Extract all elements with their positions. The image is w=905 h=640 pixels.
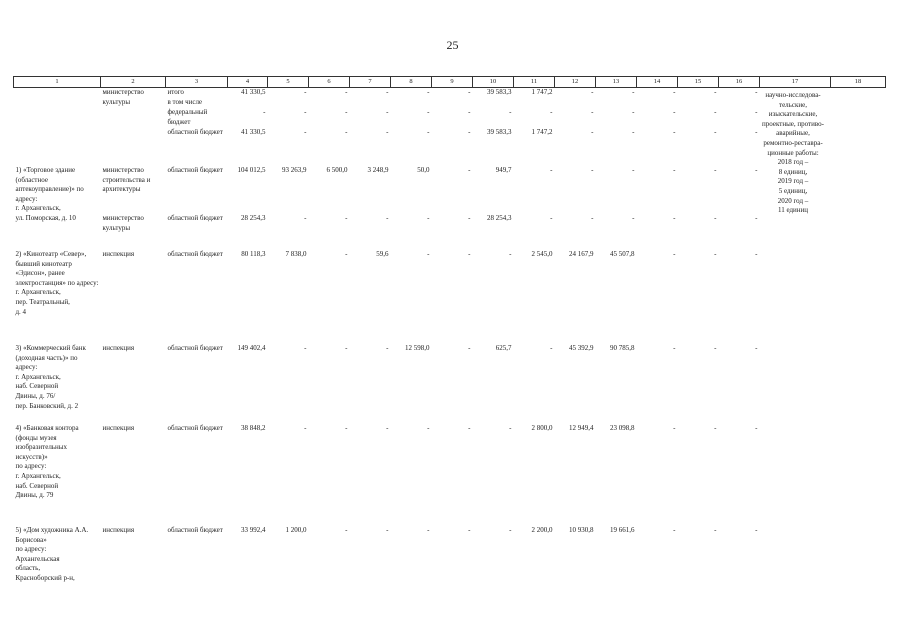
- column-header-3: 3: [166, 77, 228, 88]
- cell-col-4: 149 402,4: [237, 343, 266, 352]
- cell-col-8: -: [427, 213, 430, 222]
- cell-col-9: -: [468, 423, 471, 432]
- cell-col-8: 12 598,0: [405, 343, 430, 352]
- cell-col-11: 2 800,0: [531, 423, 553, 432]
- cell-col-13: 23 098,8: [610, 423, 635, 432]
- cell-col-14: -: [673, 213, 676, 222]
- cell-col-1: 1) «Торговое здание (областное аптекоуправление)» по адресу: г. Архангельск,: [15, 166, 84, 213]
- empty-cell: [831, 424, 886, 526]
- column-header-2: 2: [101, 77, 166, 88]
- empty-cell: [831, 88, 886, 109]
- cell-col-2: инспекция: [102, 423, 135, 432]
- cell-col-15: -: [714, 423, 717, 432]
- cell-col-2: инспекция: [102, 525, 135, 534]
- cell-col-10: 39 583,3: [487, 128, 512, 136]
- cell-col-3: областной бюджет: [167, 423, 223, 432]
- cell-col-8: -: [427, 128, 430, 136]
- cell-col-2: инспекция: [102, 343, 135, 352]
- cell-col-13: -: [632, 88, 635, 96]
- column-header-9: 9: [432, 77, 473, 88]
- cell-col-6: -: [345, 213, 348, 222]
- cell-col-10: -: [509, 423, 512, 432]
- cell-col-2: [101, 108, 166, 128]
- cell-col-7: -: [386, 128, 389, 136]
- cell-col-3: федеральный бюджет: [167, 108, 208, 126]
- cell-col-9: -: [468, 166, 471, 174]
- cell-col-5: -: [304, 423, 307, 432]
- cell-col-15: -: [714, 88, 717, 96]
- cell-col-4: 80 118,3: [241, 249, 266, 258]
- column-header-16: 16: [719, 77, 760, 88]
- cell-col-13: 90 785,8: [610, 343, 635, 352]
- cell-col-7: -: [386, 343, 389, 352]
- cell-col-1: 2) «Кинотеатр «Север», бывший кинотеатр «Эдисон», ранее электростанция» по адресу: г. Архангельск, пер. Театральный, д. 4: [15, 249, 99, 316]
- cell-col-11: 1 747,2: [531, 88, 553, 96]
- cell-col-6: -: [345, 525, 348, 534]
- cell-col-12: 12 949,4: [569, 423, 594, 432]
- cell-col-6: -: [345, 423, 348, 432]
- cell-col-5: 7 838,0: [285, 249, 307, 258]
- cell-col-12: 10 930,8: [569, 525, 594, 534]
- cell-col-2: министерство культуры: [102, 213, 144, 232]
- cell-col-4: 38 848,2: [241, 423, 266, 432]
- column-17-note: научно-исследова-тельские, изыскательские, проектные, противо-аварийные, ремонтно-реставра-ционные работы: 2018 год – 8 единиц, 2019 год – 5 единиц, 2020 год – 11 единиц: [762, 91, 824, 215]
- column-header-11: 11: [514, 77, 555, 88]
- cell-col-14: -: [673, 108, 676, 116]
- cell-col-6: -: [345, 108, 348, 116]
- cell-col-8: -: [427, 525, 430, 534]
- column-header-12: 12: [555, 77, 596, 88]
- cell-col-2: [101, 128, 166, 166]
- page-number: 25: [446, 38, 459, 52]
- cell-col-6: -: [345, 88, 348, 96]
- column-header-1: 1: [14, 77, 101, 88]
- cell-col-10: 28 254,3: [487, 213, 512, 222]
- cell-col-13: -: [632, 213, 635, 222]
- table-row: [14, 128, 886, 166]
- cell-col-12: 24 167,9: [569, 249, 594, 258]
- cell-col-15: -: [714, 108, 717, 116]
- cell-col-16: -: [755, 213, 758, 222]
- cell-col-13: -: [632, 108, 635, 116]
- cell-col-5: -: [304, 343, 307, 352]
- cell-col-15: -: [714, 128, 717, 136]
- cell-col-5: -: [304, 88, 307, 96]
- cell-col-16: -: [755, 525, 758, 534]
- empty-cell: [831, 250, 886, 344]
- cell-col-16: -: [755, 166, 758, 174]
- column-header-15: 15: [678, 77, 719, 88]
- cell-col-8: 50,0: [417, 166, 430, 174]
- table-row: [14, 526, 886, 586]
- cell-col-10: -: [509, 108, 512, 116]
- cell-col-11: -: [550, 213, 553, 222]
- table-row: [14, 214, 886, 250]
- cell-col-10: 625,7: [495, 343, 512, 352]
- cell-col-15: -: [714, 166, 717, 174]
- cell-col-4: 104 012,5: [237, 166, 266, 174]
- cell-col-1: 4) «Банковая контора (фонды музея изобразительных искусств)» по адресу: г. Архангельск, наб. Северной Двины, д. 79: [15, 423, 79, 500]
- cell-col-5: 93 263,9: [282, 166, 307, 174]
- cell-col-8: -: [427, 108, 430, 116]
- cell-col-13: -: [632, 166, 635, 174]
- cell-col-12: -: [591, 128, 594, 136]
- cell-col-4: 33 992,4: [241, 525, 266, 534]
- empty-cell: [760, 424, 831, 526]
- cell-col-5: 1 200,0: [285, 525, 307, 534]
- cell-col-14: -: [673, 423, 676, 432]
- cell-col-15: -: [714, 343, 717, 352]
- cell-col-11: 2 545,0: [531, 249, 553, 258]
- column-header-8: 8: [391, 77, 432, 88]
- cell-col-13: 45 507,8: [610, 249, 635, 258]
- cell-col-9: -: [468, 525, 471, 534]
- cell-col-3: областной бюджет: [167, 166, 223, 174]
- cell-col-16: -: [755, 128, 758, 136]
- cell-col-1: [14, 108, 101, 128]
- cell-col-10: 949,7: [495, 166, 512, 174]
- cell-col-11: 2 200,0: [531, 525, 553, 534]
- cell-col-1: 3) «Коммерческий банк (доходная часть)» по адресу: г. Архангельск, наб. Северной Двины, д. 76/ пер. Банковский, д. 2: [15, 343, 86, 410]
- empty-cell: [760, 344, 831, 424]
- table-row: [14, 108, 886, 128]
- cell-col-7: -: [386, 88, 389, 96]
- cell-col-10: -: [509, 249, 512, 258]
- cell-col-16: -: [755, 108, 758, 116]
- cell-col-8: -: [427, 249, 430, 258]
- table-row: [14, 88, 886, 109]
- cell-col-6: -: [345, 343, 348, 352]
- cell-col-7: -: [386, 213, 389, 222]
- cell-col-3: областной бюджет: [167, 249, 223, 258]
- cell-col-9: -: [468, 249, 471, 258]
- cell-col-6: -: [345, 128, 348, 136]
- cell-col-15: -: [714, 525, 717, 534]
- cell-col-7: 59,6: [376, 249, 389, 258]
- table-row: [14, 344, 886, 424]
- cell-col-10: -: [509, 525, 512, 534]
- cell-col-10: 39 583,3: [487, 88, 512, 96]
- column-header-13: 13: [596, 77, 637, 88]
- cell-col-16: -: [755, 88, 758, 96]
- cell-col-14: -: [673, 166, 676, 174]
- cell-col-9: -: [468, 343, 471, 352]
- cell-col-4: -: [263, 108, 266, 116]
- empty-cell: [760, 214, 831, 250]
- cell-col-3: областной бюджет: [167, 343, 223, 352]
- cell-col-1: ул. Поморская, д. 10: [15, 213, 76, 222]
- empty-cell: [831, 108, 886, 128]
- cell-col-5: -: [304, 213, 307, 222]
- cell-col-5: -: [304, 128, 307, 136]
- column-header-17: 17: [760, 77, 831, 88]
- cell-col-2: инспекция: [102, 249, 135, 258]
- table-row: [14, 424, 886, 526]
- cell-col-8: -: [427, 423, 430, 432]
- cell-col-15: -: [714, 213, 717, 222]
- cell-col-13: 19 661,6: [610, 525, 635, 534]
- empty-cell: [760, 250, 831, 344]
- empty-cell: [831, 128, 886, 166]
- cell-col-12: -: [591, 166, 594, 174]
- cell-col-5: -: [304, 108, 307, 116]
- cell-col-14: -: [673, 343, 676, 352]
- cell-col-3: областной бюджет: [167, 213, 223, 222]
- cell-col-12: 45 392,9: [569, 343, 594, 352]
- column-header-14: 14: [637, 77, 678, 88]
- cell-col-7: -: [386, 108, 389, 116]
- cell-col-11: -: [550, 108, 553, 116]
- cell-col-1: [14, 88, 101, 109]
- cell-col-6: 6 500,0: [326, 166, 348, 174]
- cell-col-14: -: [673, 128, 676, 136]
- cell-col-12: -: [591, 108, 594, 116]
- column-header-4: 4: [228, 77, 268, 88]
- cell-col-12: -: [591, 88, 594, 96]
- column-header-6: 6: [309, 77, 350, 88]
- cell-col-15: -: [714, 249, 717, 258]
- cell-col-11: -: [550, 166, 553, 174]
- cell-col-11: -: [550, 343, 553, 352]
- table-row: [14, 166, 886, 214]
- cell-col-7: 3 248,9: [367, 166, 389, 174]
- cell-col-9: -: [468, 213, 471, 222]
- column-header-row: [14, 77, 886, 88]
- cell-col-11: 1 747,2: [531, 128, 553, 136]
- cell-col-12: -: [591, 213, 594, 222]
- cell-col-16: -: [755, 249, 758, 258]
- cell-col-6: -: [345, 249, 348, 258]
- empty-cell: [831, 526, 886, 586]
- cell-col-16: -: [755, 423, 758, 432]
- cell-col-1: 5) «Дом художника А.А. Борисова» по адресу: Архангельская область, Красноборский р-н,: [15, 525, 89, 582]
- cell-col-14: -: [673, 525, 676, 534]
- cell-col-14: -: [673, 249, 676, 258]
- cell-col-1: [14, 128, 101, 166]
- cell-col-4: 28 254,3: [241, 213, 266, 222]
- cell-col-13: -: [632, 128, 635, 136]
- column-header-10: 10: [473, 77, 514, 88]
- table-row: [14, 250, 886, 344]
- cell-col-7: -: [386, 423, 389, 432]
- cell-col-2: министерство строительства и архитектуры: [102, 166, 151, 194]
- column-header-18: 18: [831, 77, 886, 88]
- cell-col-14: -: [673, 88, 676, 96]
- cell-col-3: областной бюджет: [167, 128, 223, 136]
- cell-col-7: -: [386, 525, 389, 534]
- column-header-7: 7: [350, 77, 391, 88]
- cell-col-3: областной бюджет: [167, 525, 223, 534]
- cell-col-4: 41 330,5: [241, 88, 266, 96]
- cell-col-4: 41 330,5: [241, 128, 266, 136]
- empty-cell: [831, 166, 886, 214]
- cell-col-9: -: [468, 88, 471, 96]
- cell-col-2: министерство культуры: [102, 88, 144, 106]
- column-header-5: 5: [268, 77, 309, 88]
- cell-col-9: -: [468, 108, 471, 116]
- cell-col-3: итого в том числе: [167, 88, 203, 106]
- cell-col-8: -: [427, 88, 430, 96]
- budget-table: [13, 76, 886, 586]
- empty-cell: [831, 344, 886, 424]
- cell-col-16: -: [755, 343, 758, 352]
- empty-cell: [760, 526, 831, 586]
- cell-col-9: -: [468, 128, 471, 136]
- empty-cell: [831, 214, 886, 250]
